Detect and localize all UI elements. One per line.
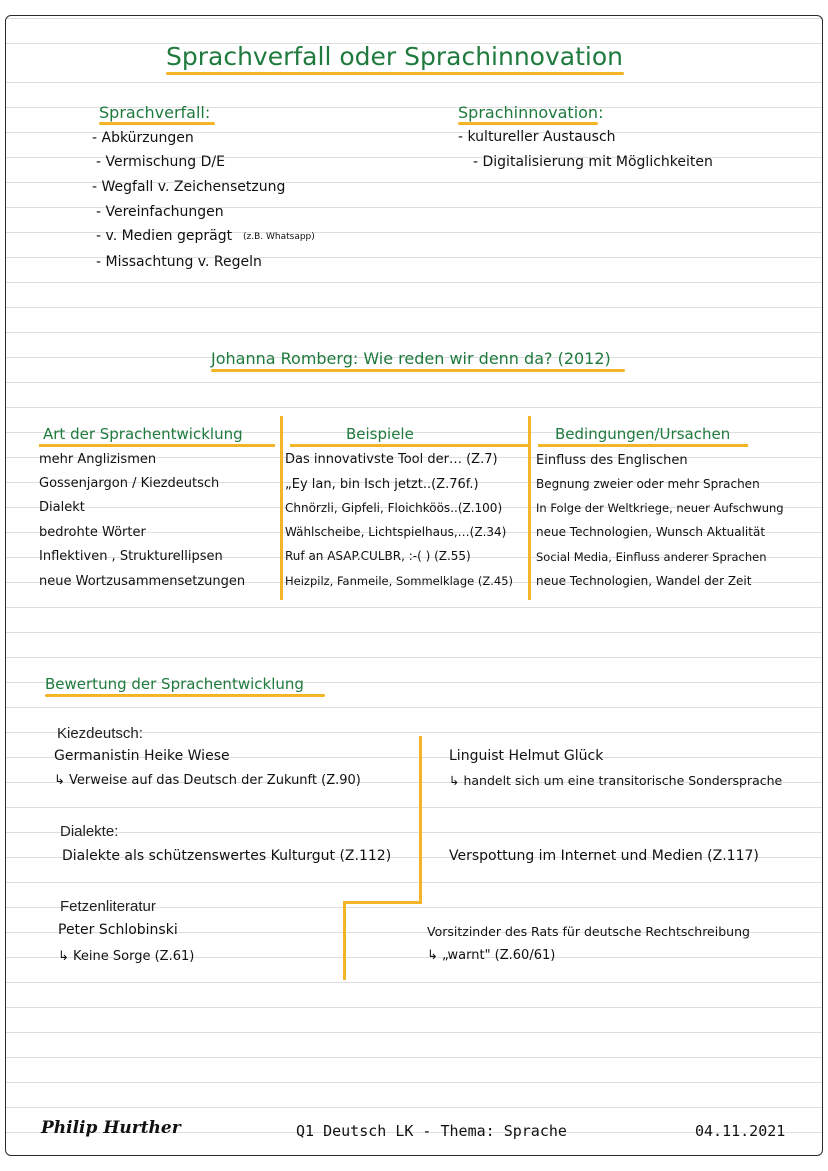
list-item: - Vermischung D/E [96, 154, 225, 170]
table-header-line [290, 444, 528, 447]
kiez-label: Kiezdeutsch: [57, 725, 143, 742]
table-header: Art der Sprachentwicklung [43, 425, 243, 443]
signature: Philip Hurther [41, 1118, 181, 1138]
table-header-line [39, 444, 275, 447]
table-cell: „Ey lan, bin Isch jetzt..(Z.76f.) [285, 477, 479, 492]
table-cell: Gossenjargon / Kiezdeutsch [39, 476, 220, 491]
source-heading: Johanna Romberg: Wie reden wir denn da? (2012) [211, 349, 611, 368]
bewertung-underline [45, 694, 325, 697]
page-title: Sprachverfall oder Sprachinnovation [166, 42, 623, 71]
bewertung-divider [419, 736, 422, 903]
list-item: - kultureller Austausch [458, 129, 616, 145]
list-item: - Abkürzungen [92, 130, 194, 146]
table-cell: Einfluss des Englischen [536, 453, 688, 468]
list-item: - Missachtung v. Regeln [96, 254, 262, 270]
notebook-page [5, 15, 823, 1156]
bewertung-divider [343, 901, 422, 904]
fetzen-left-name: Peter Schlobinski [58, 922, 178, 938]
table-cell: neue Wortzusammensetzungen [39, 574, 246, 589]
kiez-left-note: ↳ Verweise auf das Deutsch der Zukunft (Z.90) [54, 773, 361, 788]
table-cell: mehr Anglizismen [39, 452, 157, 467]
bewertung-divider [343, 901, 346, 980]
table-cell: Heizpilz, Fanmeile, Sommelklage (Z.45) [285, 574, 514, 588]
table-cell: neue Technologien, Wandel der Zeit [536, 574, 752, 588]
table-header: Bedingungen/Ursachen [555, 425, 731, 443]
list-item-note: (z.B. Whatsapp) [243, 232, 315, 242]
table-cell: Dialekt [39, 500, 85, 515]
bewertung-heading: Bewertung der Sprachentwicklung [45, 675, 304, 693]
list-item: - v. Medien geprägt [96, 228, 233, 244]
kiez-right-name: Linguist Helmut Glück [449, 748, 604, 764]
table-header-line [538, 444, 748, 447]
table-divider [280, 416, 283, 600]
table-divider [528, 416, 531, 600]
source-underline [211, 369, 625, 372]
table-cell: Begnung zweier oder mehr Sprachen [536, 477, 760, 491]
table-cell: Inflektiven , Strukturellipsen [39, 549, 223, 564]
fetzen-left-note: ↳ Keine Sorge (Z.61) [58, 949, 195, 964]
sprachinnovation-underline [458, 122, 598, 125]
kiez-right-note: ↳ handelt sich um eine transitorische Sondersprache [449, 773, 783, 788]
list-item: - Digitalisierung mit Möglichkeiten [473, 154, 713, 170]
table-cell: Wählscheibe, Lichtspielhaus,…(Z.34) [285, 525, 507, 539]
fetzen-right-note: ↳ „warnt" (Z.60/61) [427, 948, 556, 963]
table-cell: In Folge der Weltkriege, neuer Aufschwung [536, 501, 784, 515]
table-cell: Chnörzli, Gipfeli, Floichköös..(Z.100) [285, 501, 503, 515]
dialekte-left: Dialekte als schützenswertes Kulturgut (Z.112) [62, 848, 392, 864]
dialekte-label: Dialekte: [60, 823, 119, 840]
title-underline [166, 72, 624, 75]
table-cell: Das innovativste Tool der… (Z.7) [285, 452, 498, 467]
list-item: - Wegfall v. Zeichensetzung [92, 179, 286, 195]
table-cell: bedrohte Wörter [39, 525, 146, 540]
table-cell: neue Technologien, Wunsch Aktualität [536, 525, 766, 539]
footer-title: Q1 Deutsch LK - Thema: Sprache [296, 1122, 567, 1140]
list-item: - Vereinfachungen [96, 204, 224, 220]
footer-date: 04.11.2021 [695, 1122, 786, 1140]
fetzen-right-name: Vorsitzinder des Rats für deutsche Rechtschreibung [427, 924, 750, 939]
sprachverfall-underline [99, 122, 215, 125]
table-cell: Social Media, Einfluss anderer Sprachen [536, 550, 767, 564]
table-cell: Ruf an ASAP.CULBR, :-( ) (Z.55) [285, 549, 471, 563]
dialekte-right: Verspottung im Internet und Medien (Z.117) [449, 848, 759, 864]
table-header: Beispiele [346, 425, 414, 443]
fetzen-label: Fetzenliteratur [60, 898, 156, 915]
sprachverfall-heading: Sprachverfall: [99, 103, 211, 122]
sprachinnovation-heading: Sprachinnovation: [458, 103, 604, 122]
kiez-left-name: Germanistin Heike Wiese [54, 748, 230, 764]
